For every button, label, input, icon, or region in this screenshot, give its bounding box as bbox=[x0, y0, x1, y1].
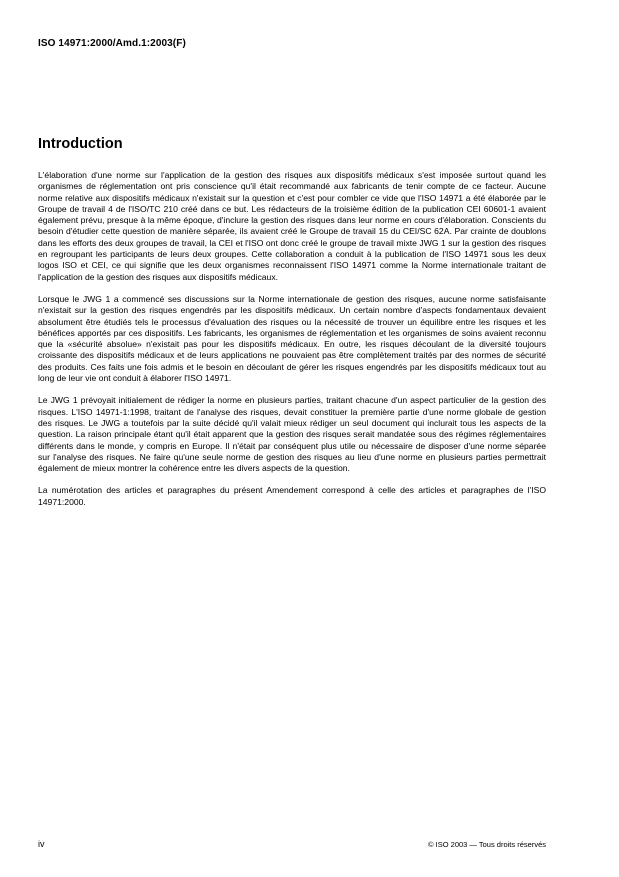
copyright-notice: © ISO 2003 — Tous droits réservés bbox=[428, 840, 546, 849]
page-number: iv bbox=[38, 839, 45, 849]
body-text bbox=[38, 170, 546, 519]
paragraph-3: Le JWG 1 prévoyait initialement de rédiger la norme en plusieurs parties, traitant chacune d'un aspect particulier de la gestion des risques. L'ISO 14971-1:1998, traitant de l'analyse des risques, devait constituer la première partie d'une norme globale de gestion des risques. Le JWG a toutefois par la suite décidé qu'il valait mieux rédiger un seul document qui inclurait tous les aspects de la question. La raison principale étant qu'il était apparent que la gestion des risques serait mandatée sous des régimes réglementaires différents dans le monde, y compris en Europe. Il n'était par conséquent plus utile ou nécessaire de disposer d'une norme séparée sur l'analyse des risques. Ne faire qu'une seule norme de gestion des risques au lieu d'une norme en plusieurs parties permettrait également de mieux montrer la cohérence entre les divers aspects de la question. bbox=[38, 395, 546, 474]
document-header-id: ISO 14971:2000/Amd.1:2003(F) bbox=[38, 38, 186, 49]
paragraph-4: La numérotation des articles et paragraphes du présent Amendement correspond à celle des articles et paragraphes de l'ISO 14971:2000. bbox=[38, 485, 546, 507]
paragraph-2: Lorsque le JWG 1 a commencé ses discussions sur la Norme internationale de gestion des risques, aucune norme satisfaisante n'existait sur la gestion des risques engendrés par les dispositifs médicaux. Un certain nombre d'aspects fondamentaux devaient absolument être étudiés tels le processus d'évaluation des risques ou la nécessité de trouver un équilibre entre les risques et les bénéfices apportés par ces dispositifs. Les fabricants, les organismes de réglementation et les organismes de soins avaient reconnu que la «sécurité absolue» n'existait pas pour les dispositifs médicaux. En outre, les risques découlant de la diversité toujours croissante des dispositifs médicaux et de leurs applications ne pouvaient pas être complètement traités par des normes de sécurité des produits. Ces faits une fois admis et le besoin en découlant de gérer les risques engendrés par les dispositifs médicaux tout au long de leur vie ont conduit à élaborer l'ISO 14971. bbox=[38, 293, 546, 384]
page-title: Introduction bbox=[38, 136, 123, 152]
paragraph-1: L'élaboration d'une norme sur l'application de la gestion des risques aux dispositifs médicaux s'est imposée surtout quand les organismes de réglementation ont pris conscience qu'il était recommandé aux fabricants de tenir compte de ce facteur. Aucune norme relative aux dispositifs médicaux n'existait sur la question et c'est pour combler ce vide que l'ISO 14971 a été élaborée par le Groupe de travail 4 de l'ISO/TC 210 créé dans ce but. Les rédacteurs de la troisième édition de la publication CEI 60601-1 avaient également prévu, presque à la même époque, d'inclure la gestion des risques dans leur norme en cours d'élaboration. Conscients du besoin d'étudier cette question de manière séparée, ils avaient créé le Groupe de travail 15 du CEI/SC 62A. Par crainte de doublons dans les efforts des deux groupes de travail, la CEI et l'ISO ont donc créé le groupe de travail mixte JWG 1 sur la gestion des risques en regroupant les participants de leurs deux groupes. Cette collaboration a conduit à la publication de l'ISO 14971 sous les deux logos ISO et CEI, ce qui signifie que les deux organismes reconnaissent l'ISO 14971 comme la Norme internationale traitant de l'application de la gestion des risques aux dispositifs médicaux. bbox=[38, 170, 546, 282]
